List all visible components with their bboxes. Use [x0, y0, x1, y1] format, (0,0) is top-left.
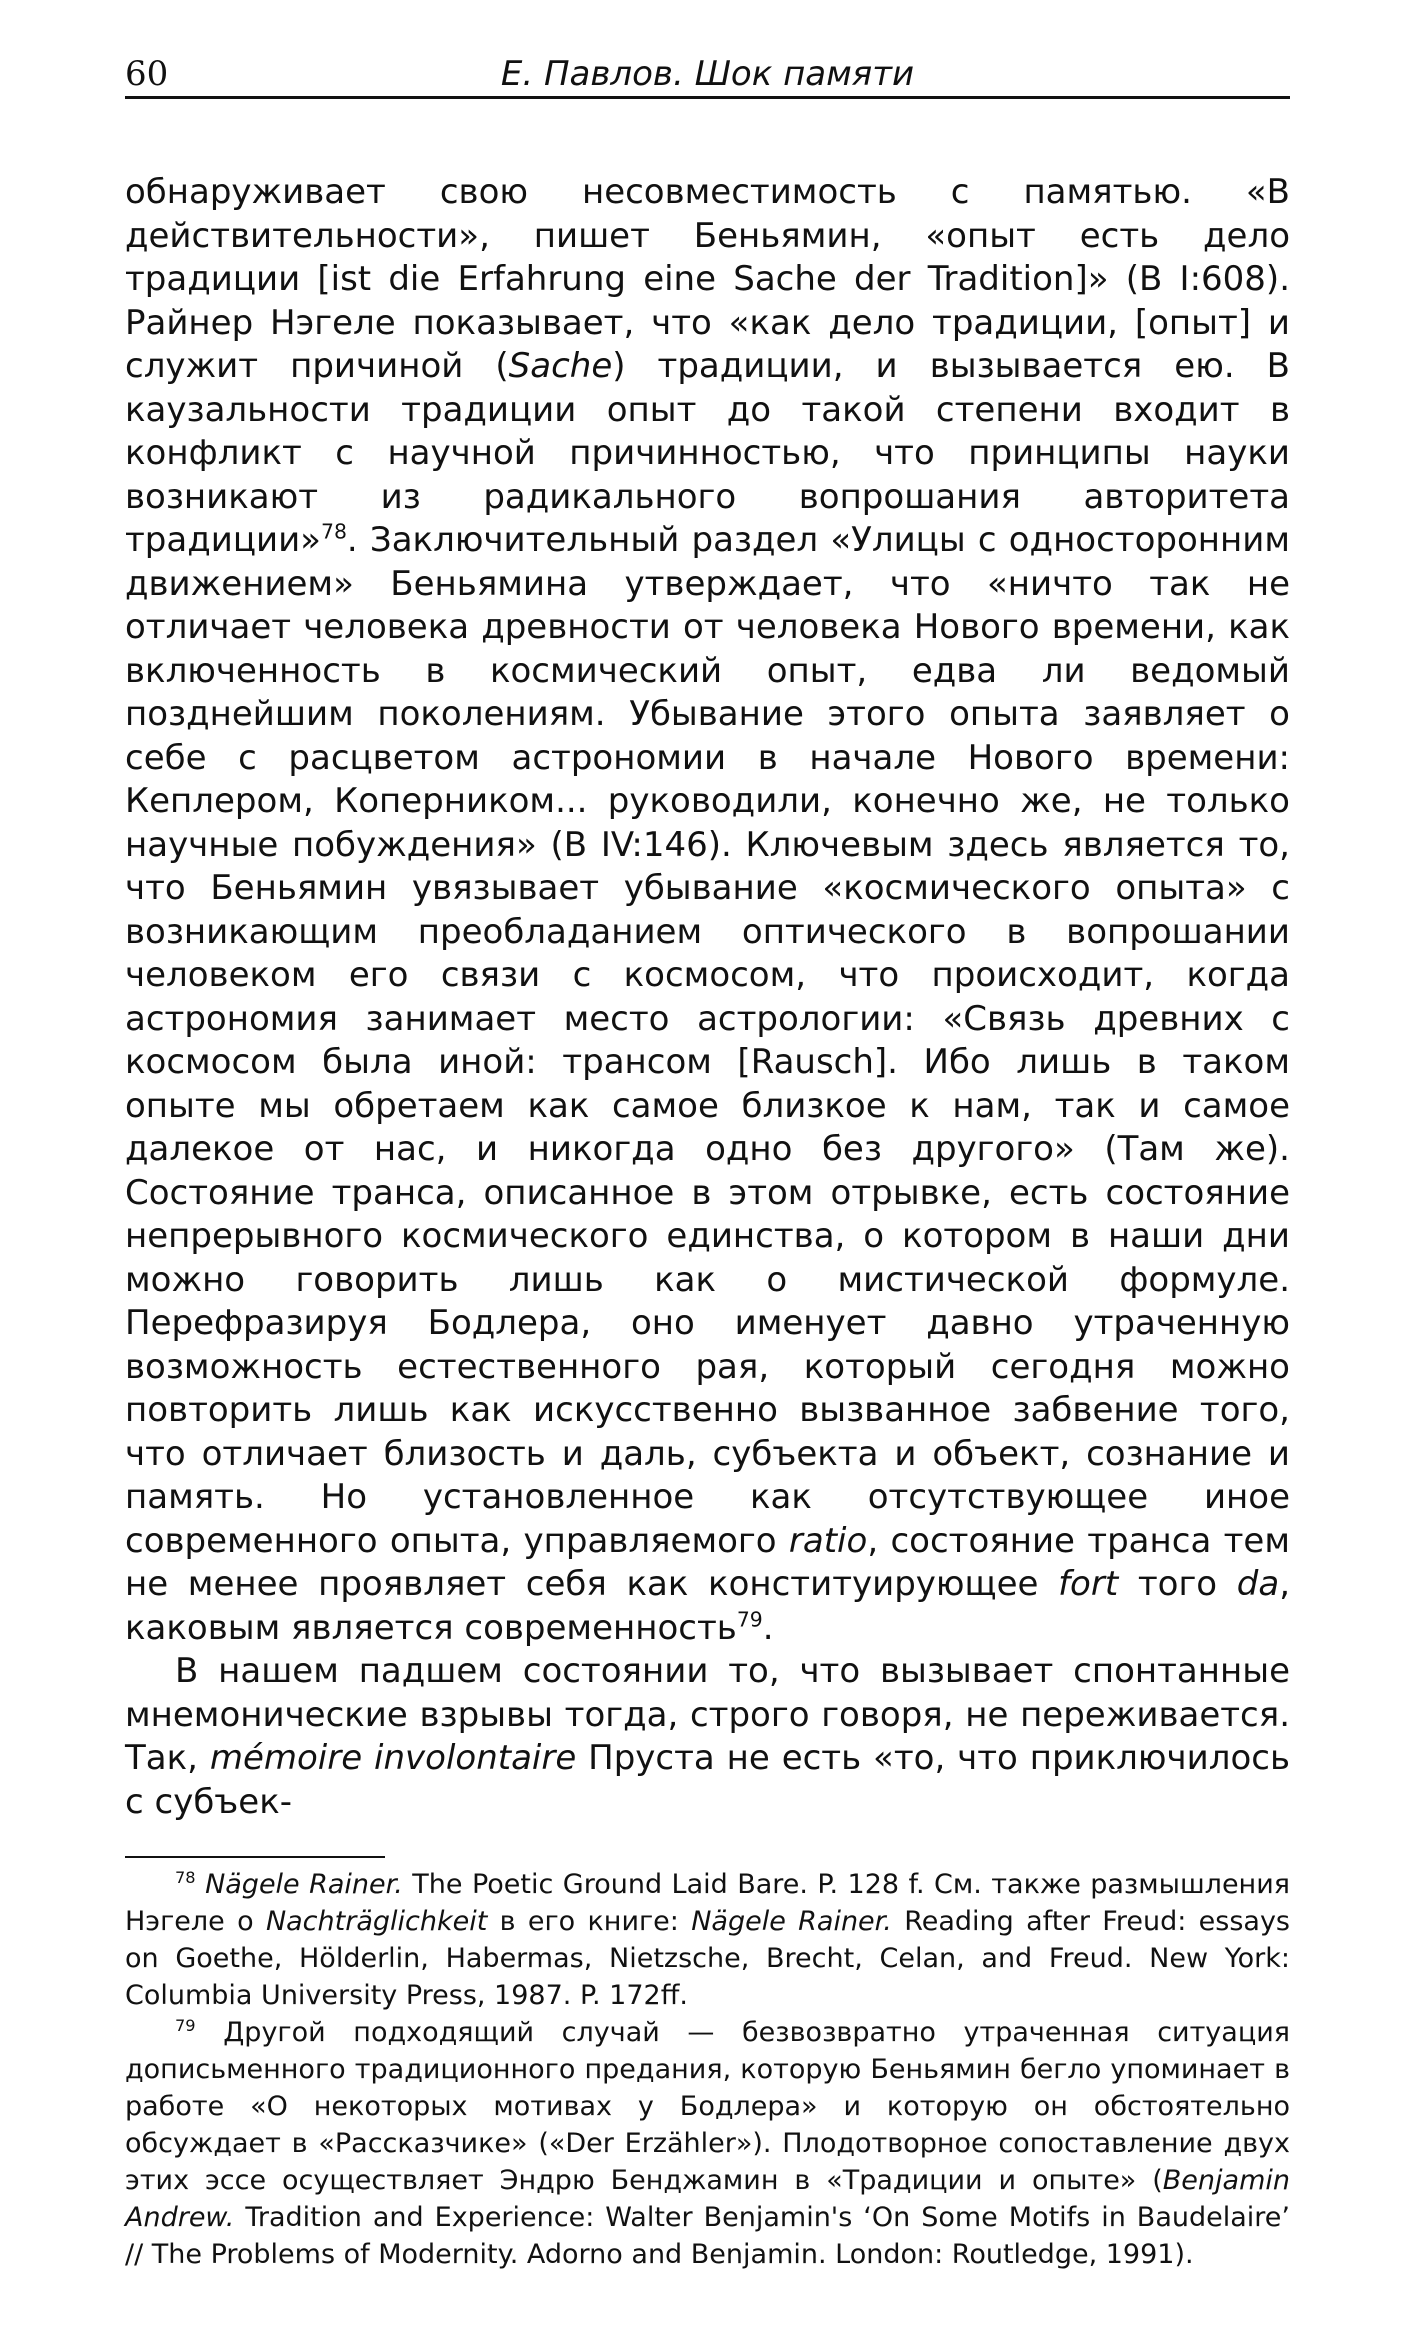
main-text — [125, 171, 1290, 1824]
footnotes — [125, 1856, 1290, 2273]
running-title: Е. Павлов. Шок памяти — [500, 54, 915, 94]
page-number: 60 — [125, 54, 169, 94]
footnote-79: $^{79}$ Другой подходящий случай — безвозвратно утраченная ситуация дописьменного традиционного предания, которую Беньямин бегло упоминает в работе «О некоторых мотивах у Бодлера» и которую он обстоятельно обсуждает в «Рассказчике» («Der Erzähler»). Плодотворное сопоставление двух этих эссе осуществляет Эндрю Бенджамин в «Традиции и опыте» (Benjamin Andrew. Tradition and Experience: Walter Benjamin's ‘On Some Motifs in Baudelaire’ // The Problems of Modernity. Adorno and Benjamin. London: Routledge, 1991). — [125, 2016, 1290, 2270]
footnote-ref-78: 78 — [320, 519, 347, 544]
running-head — [125, 48, 1290, 99]
book-page — [125, 48, 1290, 2273]
footnote-78: $^{78}$ Nägele Rainer. The Poetic Ground Laid Bare. P. 128 f. См. также размышления Нэгеле о Nachträglichkeit в его книге: Nägele Rainer. Reading after Freud: essays on Goethe, Hölderlin, Habermas, Nietzsche, Brecht, Celan, and Freud. New York: Columbia University Press, 1987. P. 172ff. — [125, 1868, 1290, 2011]
footnote-ref-79: 79 — [736, 1607, 763, 1632]
footnote-mark-79: 79 — [175, 2016, 196, 2035]
footnote-mark-78: 78 — [175, 1868, 196, 1887]
footnote-rule — [125, 1856, 385, 1858]
paragraph-1: обнаруживает свою несовместимость с памятью. «В действительности», пишет Беньямин, «опыт есть дело традиции [ist die Erfahrung eine Sache der Tradition]» (B I:608). Райнер Нэгеле показывает, что «как дело традиции, [опыт] и служит причиной (Sache) традиции, и вызывается ею. В каузальности традиции опыт до такой степени входит в конфликт с научной причинностью, что принципы науки возникают из радикального вопрошания авторитета традиции»$^{78}$. Заключительный раздел «Улицы с односторонним движением» Беньямина утверждает, что «ничто так не отличает человека древности от человека Нового времени, как включенность в космический опыт, едва ли ведомый позднейшим поколениям. Убывание этого опыта заявляет о себе с расцветом астрономии в начале Нового времени: Кеплером, Коперником... руководили, конечно же, не только научные побуждения» (B IV:146). Ключевым здесь является то, что Беньямин увязывает убывание «космического опыта» с возникающим преобладанием оптического в вопрошании человеком его связи с космосом, что происходит, когда астрономия занимает место астрологии: «Связь древних с космосом была иной: трансом [Rausch]. Ибо лишь в таком опыте мы обретаем как самое близкое к нам, так и самое далекое от нас, и никогда одно без другого» (Там же). Состояние транса, описанное в этом отрывке, есть состояние непрерывного космического единства, о котором в наши дни можно говорить лишь как о мистической формуле. Перефразируя Бодлера, оно именует давно утраченную возможность естественного рая, который сегодня можно повторить лишь как искусственно вызванное забвение того, что отличает близость и даль, субъекта и объект, сознание и память. Но установленное как отсутствующее иное современного опыта, управляемого ratio, состояние транса тем не менее проявляет себя как конституирующее fort того da, каковым является современность$^{79}$. — [125, 172, 1291, 1648]
paragraph-2: В нашем падшем состоянии то, что вызывает спонтанные мнемонические взрывы тогда, строго говоря, не переживается. Так, mémoire involontaire Пруста не есть «то, что приключилось с субъек- — [125, 1651, 1290, 1822]
